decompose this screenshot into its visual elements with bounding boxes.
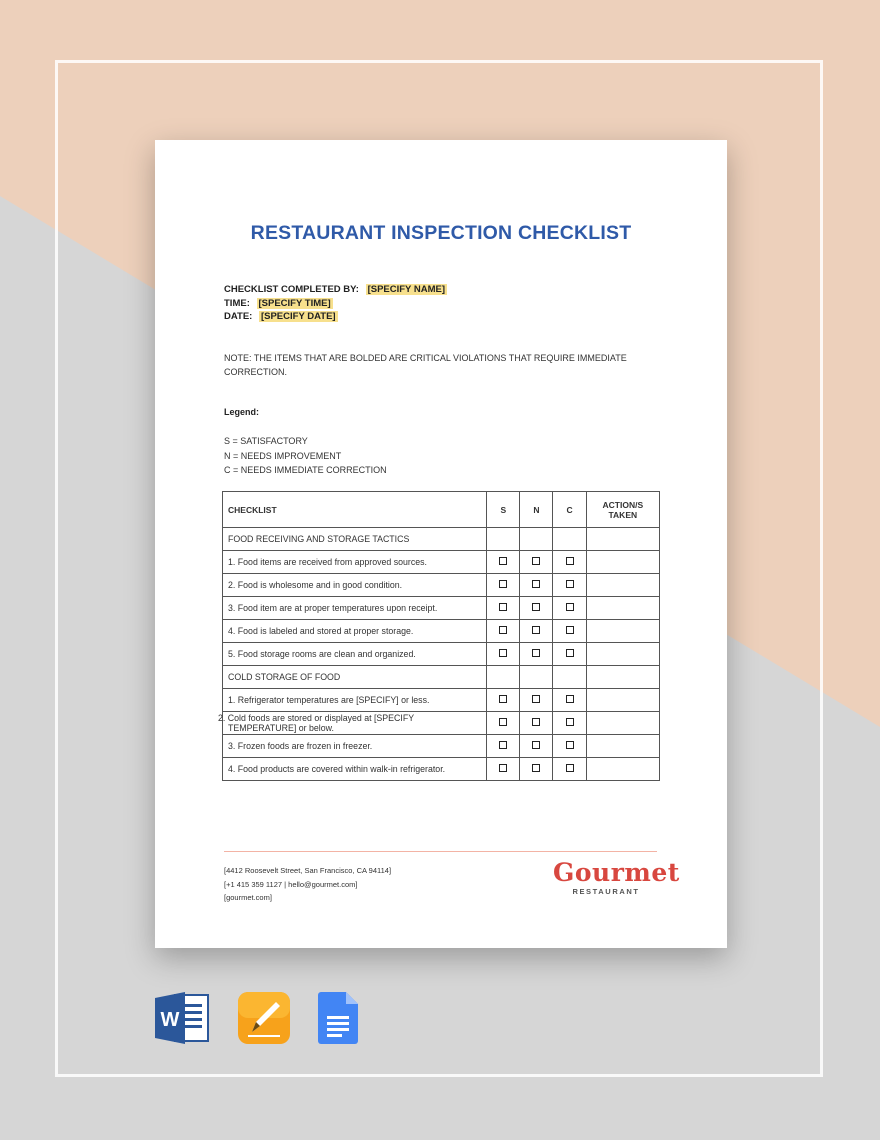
checkbox-c[interactable] [566, 764, 574, 772]
completed-by-line [224, 283, 447, 297]
checkbox-s[interactable] [499, 557, 507, 565]
checkbox-n[interactable] [532, 764, 540, 772]
checkbox-n[interactable] [532, 695, 540, 703]
checkbox-s[interactable] [499, 741, 507, 749]
legend-item: S = SATISFACTORY [224, 436, 308, 446]
item-text: 2. Food is wholesome and in good condition. [223, 574, 487, 597]
table-header-row [223, 492, 660, 528]
action-cell[interactable] [586, 712, 659, 735]
date-label: DATE: [224, 311, 253, 322]
svg-text:W: W [160, 1009, 180, 1031]
checkbox-n[interactable] [532, 557, 540, 565]
checkbox-c[interactable] [566, 718, 574, 726]
checkbox-s[interactable] [499, 718, 507, 726]
legend-list [224, 434, 387, 478]
table-row [223, 712, 660, 735]
time-label: TIME: [224, 297, 250, 309]
action-cell[interactable] [586, 758, 659, 781]
checkbox-s[interactable] [499, 603, 507, 611]
date-value: [SPECIFY DATE] [260, 311, 336, 322]
footer-divider [224, 851, 657, 852]
checkbox-c[interactable] [566, 603, 574, 611]
footer-contact [224, 864, 391, 905]
action-cell[interactable] [586, 597, 659, 620]
checkbox-n[interactable] [532, 718, 540, 726]
header-checklist: CHECKLIST [223, 492, 487, 528]
table-row [223, 643, 660, 666]
completed-by-value: [SPECIFY NAME] [367, 284, 445, 295]
pages-icon[interactable] [238, 992, 290, 1044]
checkbox-c[interactable] [566, 741, 574, 749]
checkbox-s[interactable] [499, 580, 507, 588]
action-cell[interactable] [586, 643, 659, 666]
item-text: 4. Food is labeled and stored at proper storage. [223, 620, 487, 643]
section-title: FOOD RECEIVING AND STORAGE TACTICS [223, 528, 487, 551]
google-docs-icon[interactable] [318, 992, 358, 1044]
header-s: S [487, 492, 520, 528]
table-row [223, 620, 660, 643]
word-icon[interactable] [155, 992, 209, 1044]
logo-subtitle: RESTAURANT [572, 887, 640, 896]
checkbox-s[interactable] [499, 649, 507, 657]
action-cell[interactable] [586, 574, 659, 597]
action-cell[interactable] [586, 620, 659, 643]
checkbox-n[interactable] [532, 626, 540, 634]
item-text: 1. Food items are received from approved sources. [223, 551, 487, 574]
action-cell[interactable] [586, 735, 659, 758]
footer-phone-email: [+1 415 359 1127 | hello@gourmet.com] [224, 879, 358, 889]
logo-wordmark: Gourmet [553, 858, 680, 887]
checkbox-c[interactable] [566, 695, 574, 703]
checkbox-s[interactable] [499, 695, 507, 703]
note-text: NOTE: THE ITEMS THAT ARE BOLDED ARE CRITICAL VIOLATIONS THAT REQUIRE IMMEDIATE CORRECTION. [224, 353, 627, 377]
checkbox-c[interactable] [566, 557, 574, 565]
legend-item: C = NEEDS IMMEDIATE CORRECTION [224, 465, 387, 475]
section-row [223, 528, 660, 551]
item-text: 2. Cold foods are stored or displayed at [SPECIFY TEMPERATURE] or below. [223, 712, 487, 735]
section-row [223, 666, 660, 689]
header-actions-taken: ACTION/S TAKEN [586, 492, 659, 528]
legend-heading: Legend: [224, 407, 259, 417]
checkbox-s[interactable] [499, 764, 507, 772]
table-row [223, 597, 660, 620]
time-value: [SPECIFY TIME] [258, 297, 331, 309]
gourmet-logo [553, 858, 680, 896]
checkbox-n[interactable] [532, 741, 540, 749]
section-title: COLD STORAGE OF FOOD [223, 666, 487, 689]
header-n: N [520, 492, 553, 528]
document-title: RESTAURANT INSPECTION CHECKLIST [250, 222, 632, 244]
item-text: 5. Food storage rooms are clean and organized. [223, 643, 487, 666]
checkbox-c[interactable] [566, 580, 574, 588]
table-row [223, 574, 660, 597]
item-text: 3. Frozen foods are frozen in freezer. [223, 735, 487, 758]
footer-website: [gourmet.com] [224, 893, 272, 902]
completed-by-label: CHECKLIST COMPLETED BY: [224, 284, 359, 295]
item-text: 3. Food item are at proper temperatures upon receipt. [223, 597, 487, 620]
checkbox-c[interactable] [566, 626, 574, 634]
action-cell[interactable] [586, 551, 659, 574]
date-line [224, 310, 447, 324]
checkbox-s[interactable] [499, 626, 507, 634]
legend-item: N = NEEDS IMPROVEMENT [224, 450, 342, 461]
checklist-table [218, 491, 660, 781]
checkbox-n[interactable] [532, 649, 540, 657]
action-cell[interactable] [586, 689, 659, 712]
table-row [223, 689, 660, 712]
table-row [223, 735, 660, 758]
table-row [223, 551, 660, 574]
item-text: 4. Food products are covered within walk-in refrigerator. [223, 758, 487, 781]
item-text: 1. Refrigerator temperatures are [SPECIFY] or less. [223, 689, 487, 712]
time-line [224, 297, 447, 311]
checkbox-n[interactable] [532, 580, 540, 588]
checkbox-n[interactable] [532, 603, 540, 611]
document-page [155, 140, 727, 948]
checkbox-c[interactable] [566, 649, 574, 657]
document-meta [224, 283, 447, 324]
header-c: C [553, 492, 586, 528]
footer-address: [4412 Roosevelt Street, San Francisco, CA 94114] [224, 866, 392, 875]
table-row [223, 758, 660, 781]
